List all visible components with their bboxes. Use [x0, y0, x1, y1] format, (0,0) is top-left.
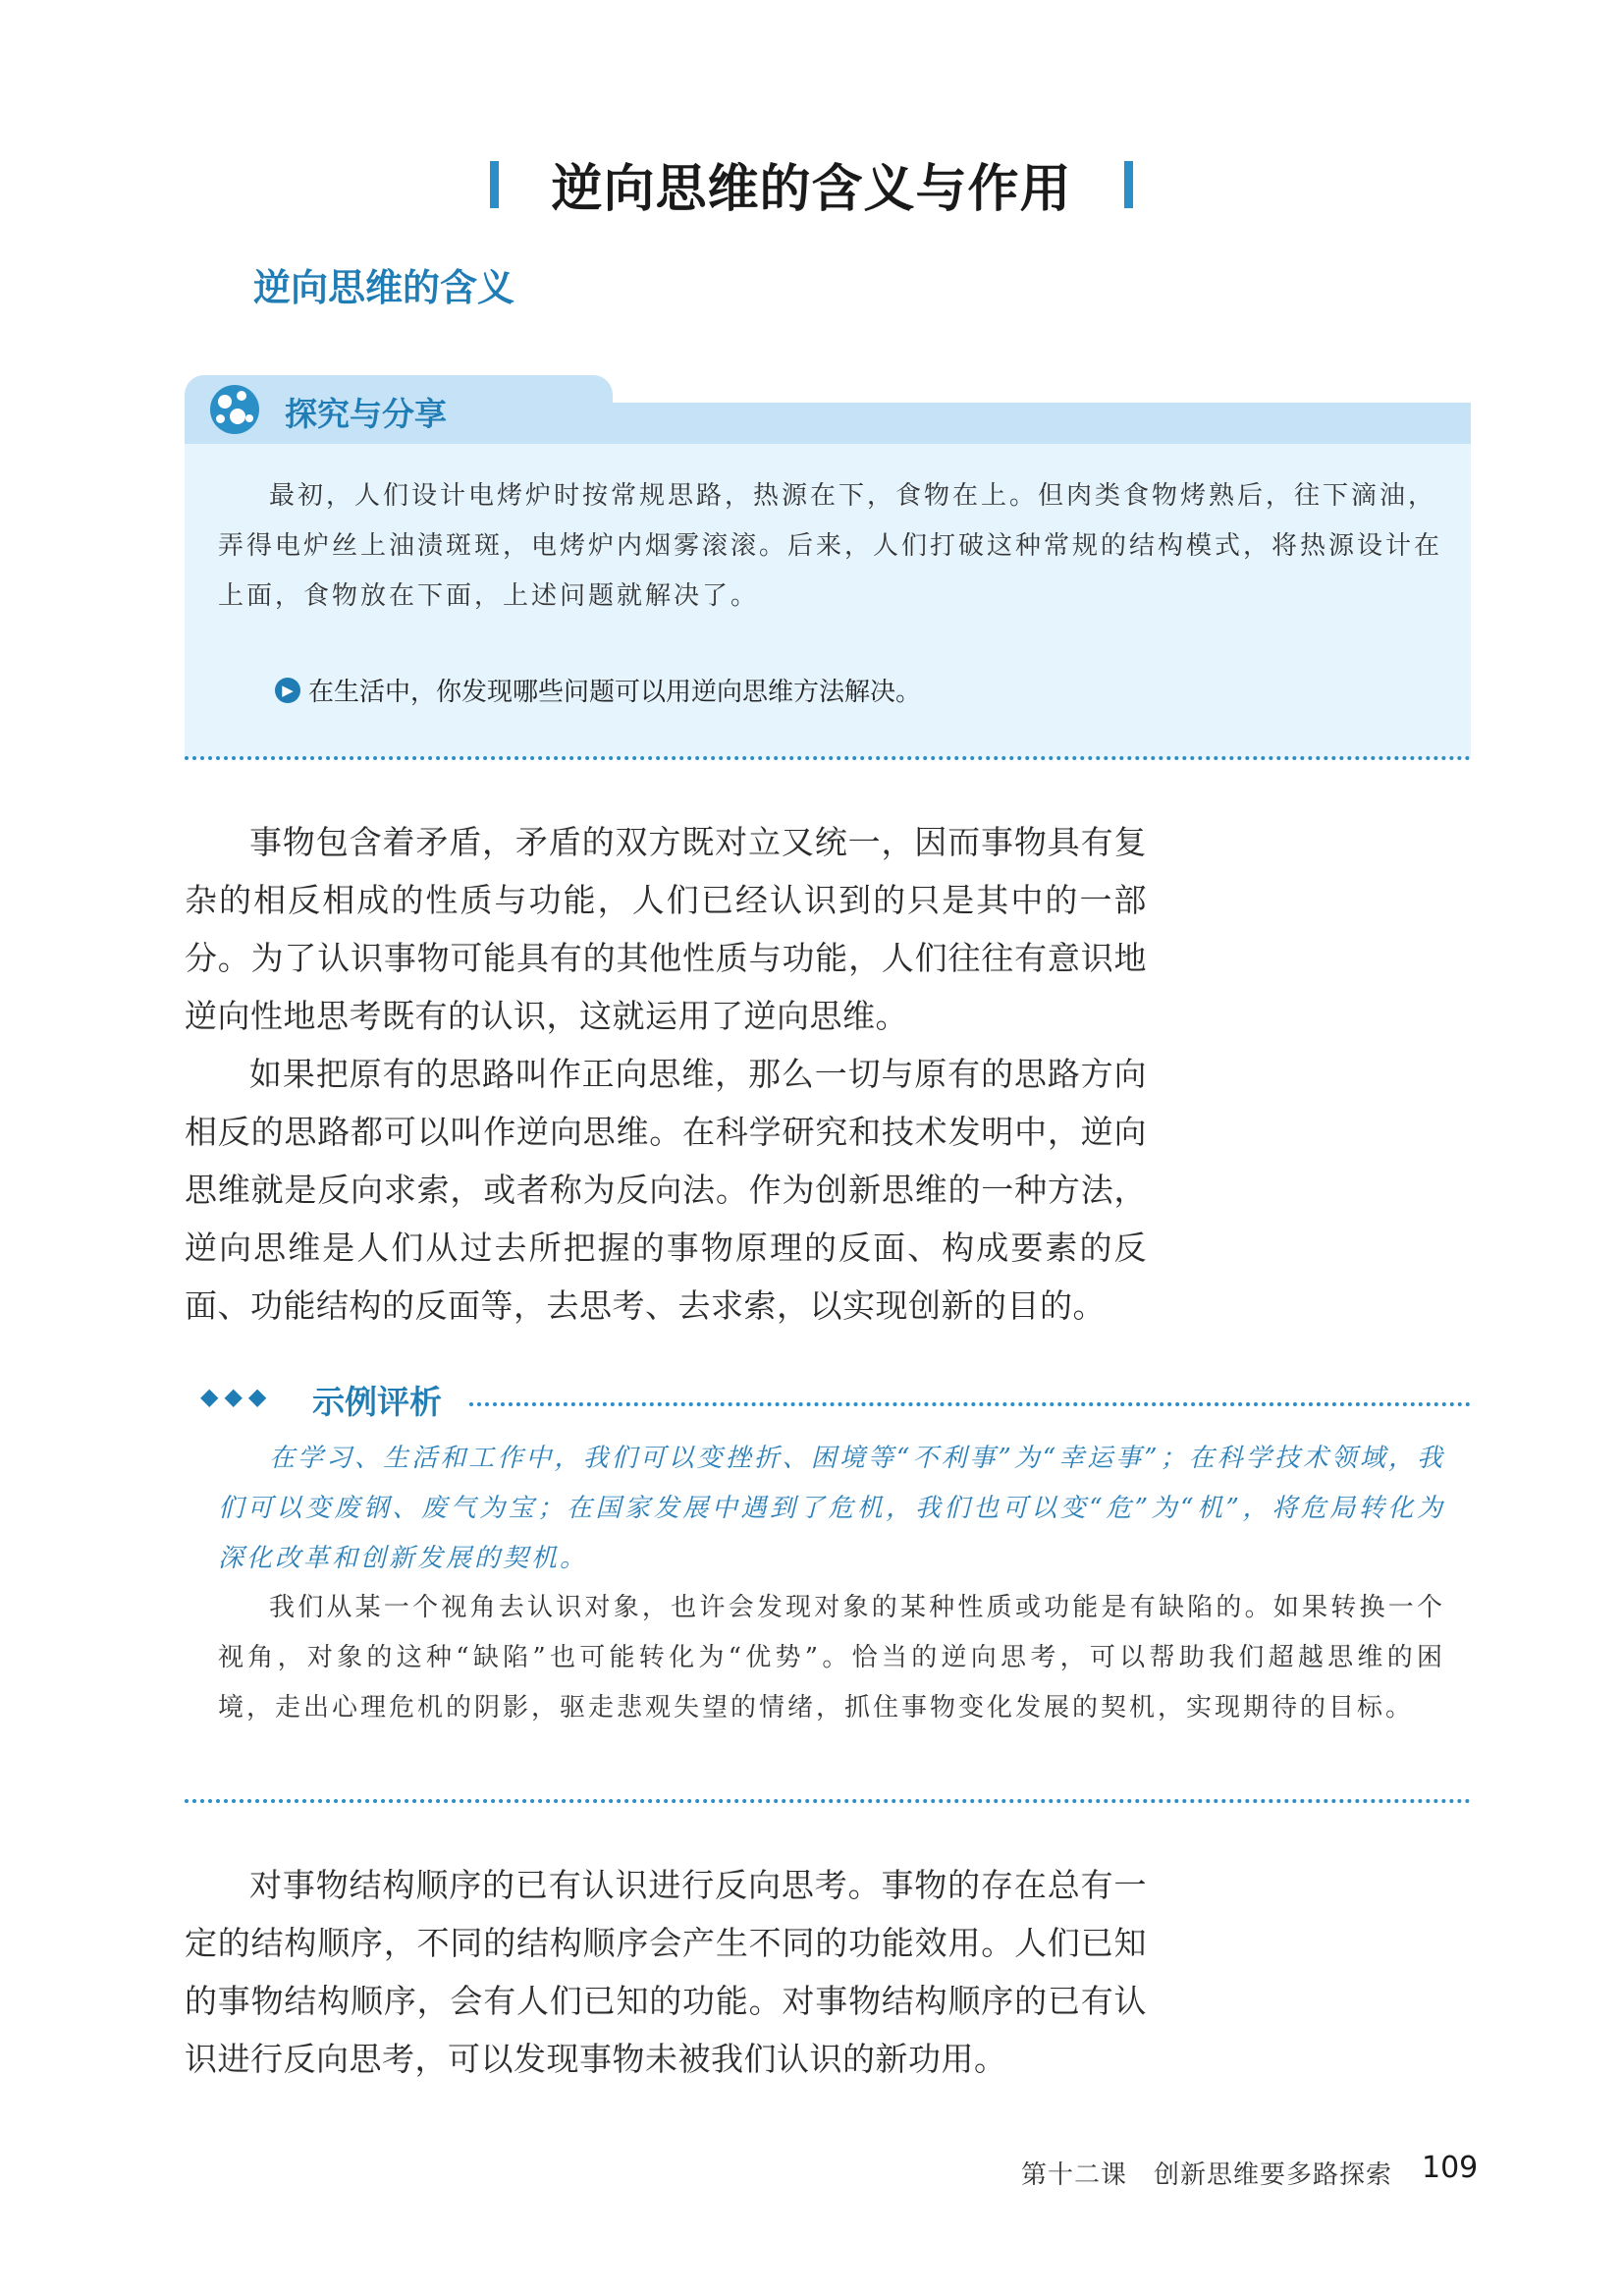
explore-label: 探究与分享: [285, 395, 447, 433]
science-molecule-icon: [210, 385, 259, 434]
example-divider: [185, 1799, 1471, 1803]
page-number: 109: [1422, 2151, 1479, 2185]
explore-paragraph: 最初，人们设计电烤炉时按常规思路，热源在下，食物在上。但肉类食物烤熟后，往下滴油，弄得电炉丝上油渍斑斑，电烤炉内烟雾滚滚。后来，人们打破这种常规的结构模式，将热源设计在上面，食物放在下面，上述问题就解决了。: [218, 481, 1443, 611]
explore-divider: [185, 756, 1471, 760]
example-paragraph-1: 在学习、生活和工作中，我们可以变挫折、困境等“不利事”为“幸运事”；在科学技术领域，我们可以变废钢、废气为宝；在国家发展中遇到了危机，我们也可以变“危”为“机”，将危局转化为深化改革和创新发展的契机。: [218, 1444, 1445, 1573]
page-title-row: [0, 147, 1623, 221]
diamond-icons: ◆◆◆: [200, 1383, 273, 1410]
explore-question-text: 在生活中，你发现哪些问题可以用逆向思维方法解决。: [308, 678, 922, 707]
body-paragraph-2: 如果把原有的思路叫作正向思维，那么一切与原有的思路方向相反的思路都可以叫作逆向思维。在科学研究和技术发明中，逆向思维就是反向求索，或者称为反向法。作为创新思维的一种方法，逆向思维是人们从过去所把握的事物原理的反面、构成要素的反面、功能结构的反面等，去思考、去求索，以实现创新的目的。: [185, 1055, 1147, 1325]
play-arrow-icon: ▶: [275, 678, 300, 703]
body-paragraph-3: 对事物结构顺序的已有认识进行反向思考。事物的存在总有一定的结构顺序，不同的结构顺序会产生不同的功能效用。人们已知的事物结构顺序，会有人们已知的功能。对事物结构顺序的已有认识进行反向思考，可以发现事物未被我们认识的新功用。: [185, 1866, 1147, 2078]
section-subtitle: 逆向思维的含义: [253, 265, 515, 309]
body-paragraph-1: 事物包含着矛盾，矛盾的双方既对立又统一，因而事物具有复杂的相反相成的性质与功能，人们已经认识到的只是其中的一部分。为了认识事物可能具有的其他性质与功能，人们往往有意识地逆向性地思考既有的认识，这就运用了逆向思维。: [185, 823, 1147, 1035]
footer-lesson: 第十二课 创新思维要多路探索: [1021, 2160, 1393, 2190]
example-label: 示例评析: [312, 1383, 442, 1421]
page-title: 逆向思维的含义与作用: [551, 160, 1072, 219]
example-paragraph-2: 我们从某一个视角去认识对象，也许会发现对象的某种性质或功能是有缺陷的。如果转换一个视角，对象的这种“缺陷”也可能转化为“优势”。恰当的逆向思考，可以帮助我们超越思维的困境，走出心理危机的阴影，驱走悲观失望的情绪，抓住事物变化发展的契机，实现期待的目标。: [218, 1593, 1445, 1722]
title-bar-left: [490, 161, 499, 208]
title-bar-right: [1124, 161, 1133, 208]
explore-question: [275, 672, 921, 708]
example-header-dots: [469, 1402, 1471, 1406]
